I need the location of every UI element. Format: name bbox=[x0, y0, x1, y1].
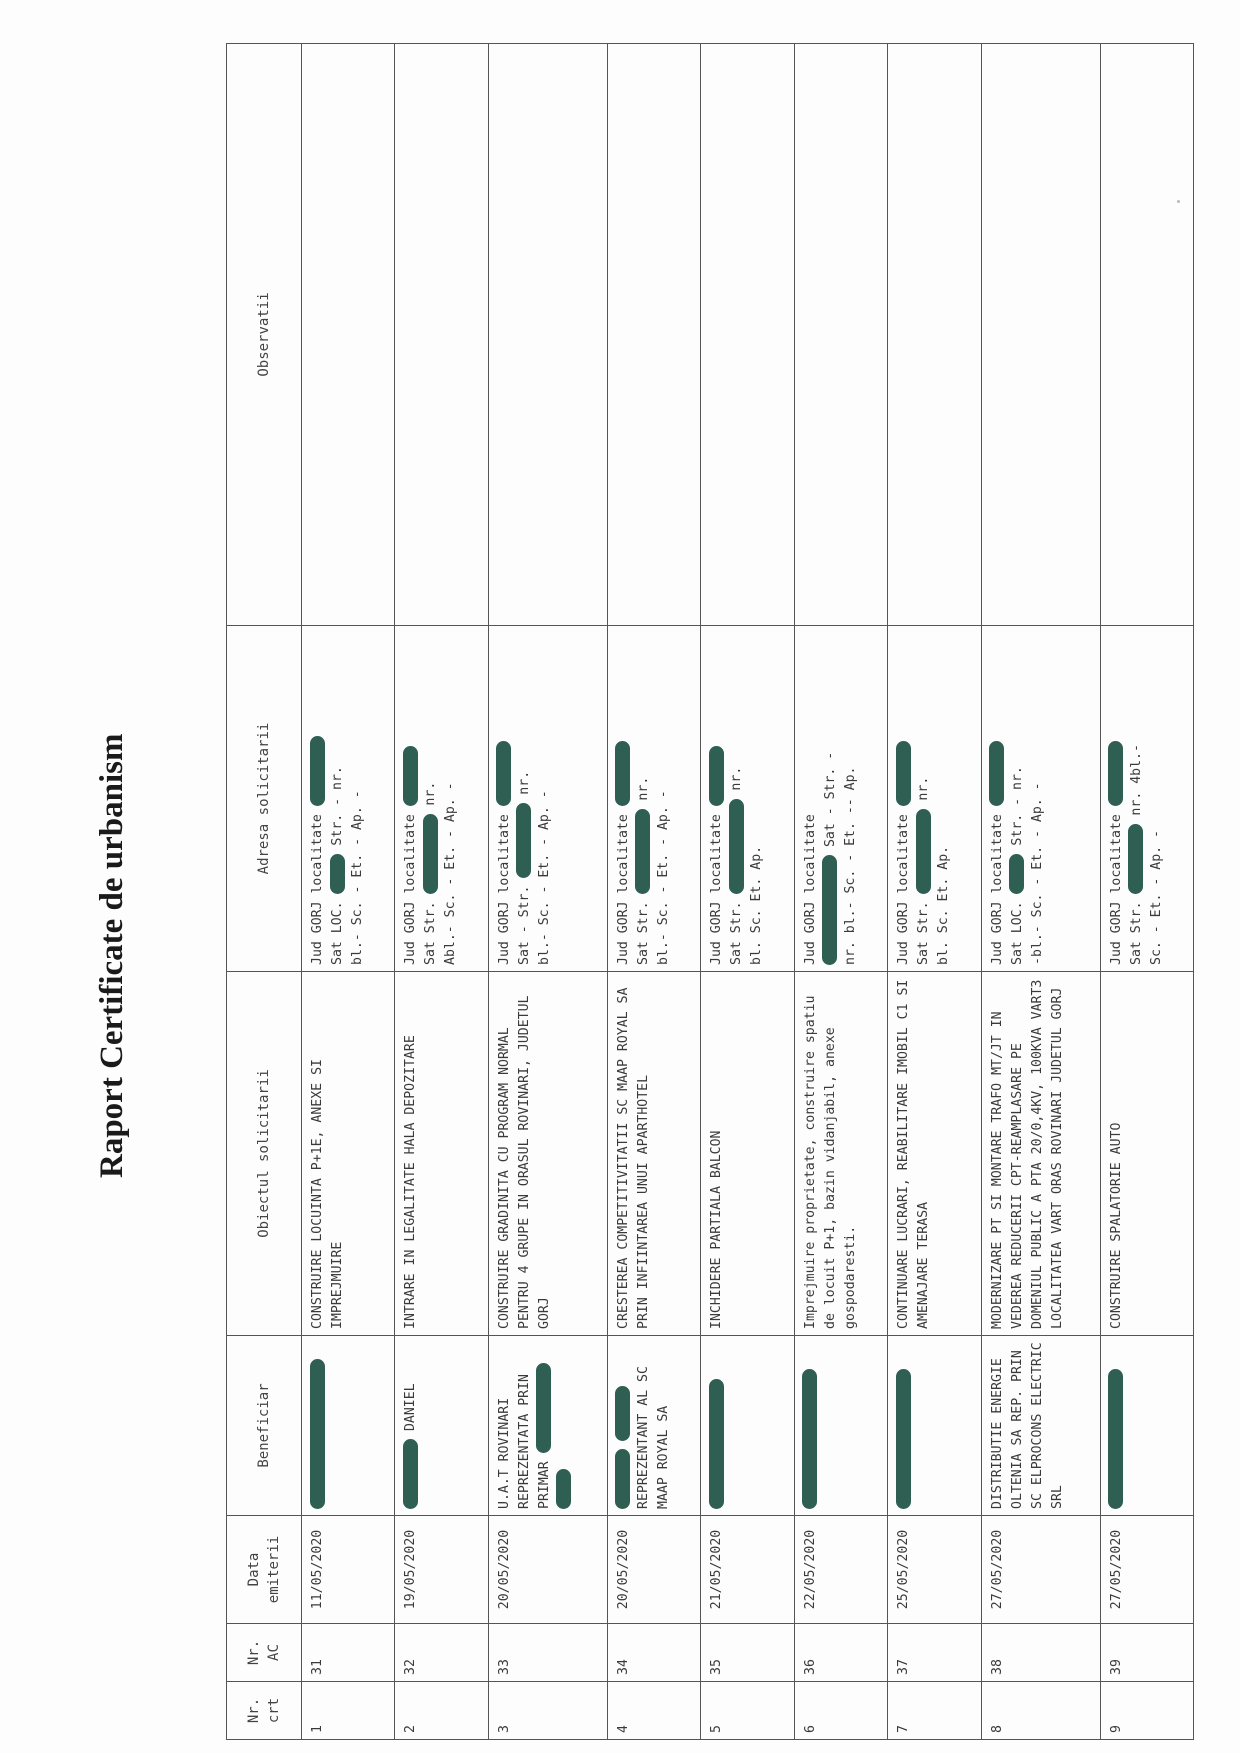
cell-address: Jud GORJ localitate Sat LOC. Str. - nr. bl.- Sc. - Et. - Ap. - bbox=[302, 626, 395, 972]
cell-observations bbox=[302, 44, 395, 626]
cell-nr-ac: 36 bbox=[794, 1624, 887, 1682]
cell-address: Jud GORJ localitate Sat Str. nr. Abl.- Sc. - Et. - Ap. - bbox=[395, 626, 488, 972]
redaction-mark bbox=[536, 1363, 551, 1453]
cell-nr-crt: 8 bbox=[981, 1682, 1100, 1740]
cell-observations bbox=[701, 44, 794, 626]
cell-nr-crt: 9 bbox=[1100, 1682, 1193, 1740]
redaction-mark bbox=[310, 1359, 325, 1509]
cell-object: CONSTRUIRE SPALATORIE AUTO bbox=[1100, 972, 1193, 1336]
cell-nr-crt: 2 bbox=[395, 1682, 488, 1740]
redaction-mark bbox=[709, 746, 724, 806]
cell-object: CONSTRUIRE GRADINITA CU PROGRAM NORMAL PENTRU 4 GRUPE IN ORASUL ROVINARI, JUDETUL GORJ bbox=[488, 972, 607, 1336]
redaction-mark bbox=[615, 741, 630, 806]
redaction-mark bbox=[615, 1386, 630, 1441]
cell-date: 21/05/2020 bbox=[701, 1516, 794, 1624]
cell-beneficiary bbox=[302, 1336, 395, 1516]
redaction-mark bbox=[896, 741, 911, 806]
redaction-mark bbox=[403, 746, 418, 806]
cell-beneficiary bbox=[888, 1336, 981, 1516]
cell-object: INTRARE IN LEGALITATE HALA DEPOZITARE bbox=[395, 972, 488, 1336]
cell-nr-crt: 1 bbox=[302, 1682, 395, 1740]
cell-address: Jud GORJ localitate Sat Str. nr. 4bl.- Sc. - Et. - Ap. - bbox=[1100, 626, 1193, 972]
cell-date: 11/05/2020 bbox=[302, 1516, 395, 1624]
redaction-mark bbox=[635, 809, 650, 894]
redaction-mark bbox=[403, 1439, 418, 1509]
header-observations: Observatii bbox=[227, 44, 302, 626]
cell-observations bbox=[1100, 44, 1193, 626]
cell-beneficiary bbox=[701, 1336, 794, 1516]
cell-address: Jud GORJ localitate Sat Str. nr. bl.- Sc. - Et. - Ap. - bbox=[607, 626, 700, 972]
cell-observations bbox=[888, 44, 981, 626]
redaction-mark bbox=[822, 855, 837, 965]
table-row bbox=[395, 44, 488, 1740]
cell-date: 22/05/2020 bbox=[794, 1516, 887, 1624]
header-nr-crt: Nr. crt bbox=[227, 1682, 302, 1740]
cell-address: Jud GORJ localitate Sat - Str. nr. bl.- Sc. - Et. - Ap. - bbox=[488, 626, 607, 972]
table-row bbox=[701, 44, 794, 1740]
table-row bbox=[302, 44, 395, 1740]
scan-speck bbox=[1177, 200, 1180, 203]
redaction-mark bbox=[615, 1449, 630, 1509]
redaction-mark bbox=[1108, 1369, 1123, 1509]
cell-observations bbox=[395, 44, 488, 626]
cell-date: 27/05/2020 bbox=[981, 1516, 1100, 1624]
cell-nr-ac: 37 bbox=[888, 1624, 981, 1682]
cell-nr-crt: 7 bbox=[888, 1682, 981, 1740]
header-object: Obiectul solicitarii bbox=[227, 972, 302, 1336]
cell-nr-ac: 33 bbox=[488, 1624, 607, 1682]
cell-observations bbox=[981, 44, 1100, 626]
table-header-row bbox=[227, 44, 302, 1740]
cell-address: Jud GORJ localitate Sat Str. nr. bl. Sc. Et. Ap. bbox=[701, 626, 794, 972]
cell-date: 19/05/2020 bbox=[395, 1516, 488, 1624]
table-row bbox=[488, 44, 607, 1740]
cell-beneficiary: U.A.T ROVINARI REPREZENTATA PRIN PRIMAR bbox=[488, 1336, 607, 1516]
cell-nr-ac: 32 bbox=[395, 1624, 488, 1682]
table-row bbox=[607, 44, 700, 1740]
cell-nr-ac: 31 bbox=[302, 1624, 395, 1682]
redaction-mark bbox=[1128, 824, 1143, 894]
redaction-mark bbox=[896, 1369, 911, 1509]
cell-address: Jud GORJ localitate Sat Str. nr. bl. Sc. Et. Ap. bbox=[888, 626, 981, 972]
cell-beneficiary bbox=[794, 1336, 887, 1516]
redaction-mark bbox=[802, 1369, 817, 1509]
table-row bbox=[888, 44, 981, 1740]
header-address: Adresa solicitarii bbox=[227, 626, 302, 972]
redaction-mark bbox=[423, 814, 438, 894]
cell-object: CRESTEREA COMPETITIVITATII SC MAAP ROYAL SA PRIN INFIINTAREA UNUI APARTHOTEL bbox=[607, 972, 700, 1336]
cell-nr-crt: 6 bbox=[794, 1682, 887, 1740]
cell-address: Jud GORJ localitate Sat LOC. Str. - nr. -bl.- Sc. - Et. - Ap. - bbox=[981, 626, 1100, 972]
cell-observations bbox=[488, 44, 607, 626]
cell-beneficiary bbox=[1100, 1336, 1193, 1516]
header-beneficiary: Beneficiar bbox=[227, 1336, 302, 1516]
cell-nr-ac: 35 bbox=[701, 1624, 794, 1682]
cell-date: 20/05/2020 bbox=[488, 1516, 607, 1624]
cell-beneficiary: REPREZENTANT AL SC MAAP ROYAL SA bbox=[607, 1336, 700, 1516]
redaction-mark bbox=[1108, 741, 1123, 806]
cell-address: Jud GORJ localitate Sat - Str. - nr. bl.- Sc. - Et. -- Ap. bbox=[794, 626, 887, 972]
cell-object: MODERNIZARE PT SI MONTARE TRAFO MT/JT IN VEDEREA REDUCERII CPT-REAMPLASARE PE DOMENIUL PUBLIC A PTA 20/0,4KV, 100KVA VART3 LOCALITATEA VART ORAS ROVINARI JUDETUL GORJ bbox=[981, 972, 1100, 1336]
redaction-mark bbox=[516, 803, 531, 878]
redaction-mark bbox=[989, 741, 1004, 806]
cell-nr-crt: 3 bbox=[488, 1682, 607, 1740]
cell-observations bbox=[794, 44, 887, 626]
header-date: Data emiterii bbox=[227, 1516, 302, 1624]
cell-nr-ac: 34 bbox=[607, 1624, 700, 1682]
cell-object: INCHIDERE PARTIALA BALCON bbox=[701, 972, 794, 1336]
cell-nr-ac: 39 bbox=[1100, 1624, 1193, 1682]
cell-date: 20/05/2020 bbox=[607, 1516, 700, 1624]
cell-beneficiary: DISTRIBUTIE ENERGIE OLTENIA SA REP. PRIN SC ELPROCONS ELECTRIC SRL bbox=[981, 1336, 1100, 1516]
table-row bbox=[1100, 44, 1193, 1740]
cell-beneficiary: DANIEL bbox=[395, 1336, 488, 1516]
page-title: Raport Certificate de urbanism bbox=[94, 733, 130, 1178]
cell-nr-ac: 38 bbox=[981, 1624, 1100, 1682]
table-row bbox=[981, 44, 1100, 1740]
redaction-mark bbox=[556, 1469, 571, 1509]
redaction-mark bbox=[330, 854, 345, 894]
cell-object: Imprejmuire proprietate, construire spatiu de locuit P+1, bazin vidanjabil, anexe gospodaresti. bbox=[794, 972, 887, 1336]
table-row bbox=[794, 44, 887, 1740]
redaction-mark bbox=[729, 799, 744, 894]
report-table-container bbox=[226, 44, 1194, 1740]
cell-observations bbox=[607, 44, 700, 626]
redaction-mark bbox=[709, 1379, 724, 1509]
cell-object: CONSTRUIRE LOCUINTA P+1E, ANEXE SI IMPREJMUIRE bbox=[302, 972, 395, 1336]
cell-date: 25/05/2020 bbox=[888, 1516, 981, 1624]
redaction-mark bbox=[496, 741, 511, 806]
redaction-mark bbox=[916, 809, 931, 894]
cell-date: 27/05/2020 bbox=[1100, 1516, 1193, 1624]
cell-nr-crt: 5 bbox=[701, 1682, 794, 1740]
redaction-mark bbox=[310, 736, 325, 806]
urbanism-certificates-table bbox=[226, 43, 1194, 1740]
cell-object: CONTINUARE LUCRARI, REABILITARE IMOBIL C1 SI AMENAJARE TERASA bbox=[888, 972, 981, 1336]
cell-nr-crt: 4 bbox=[607, 1682, 700, 1740]
redaction-mark bbox=[1009, 854, 1024, 894]
header-nr-ac: Nr. AC bbox=[227, 1624, 302, 1682]
